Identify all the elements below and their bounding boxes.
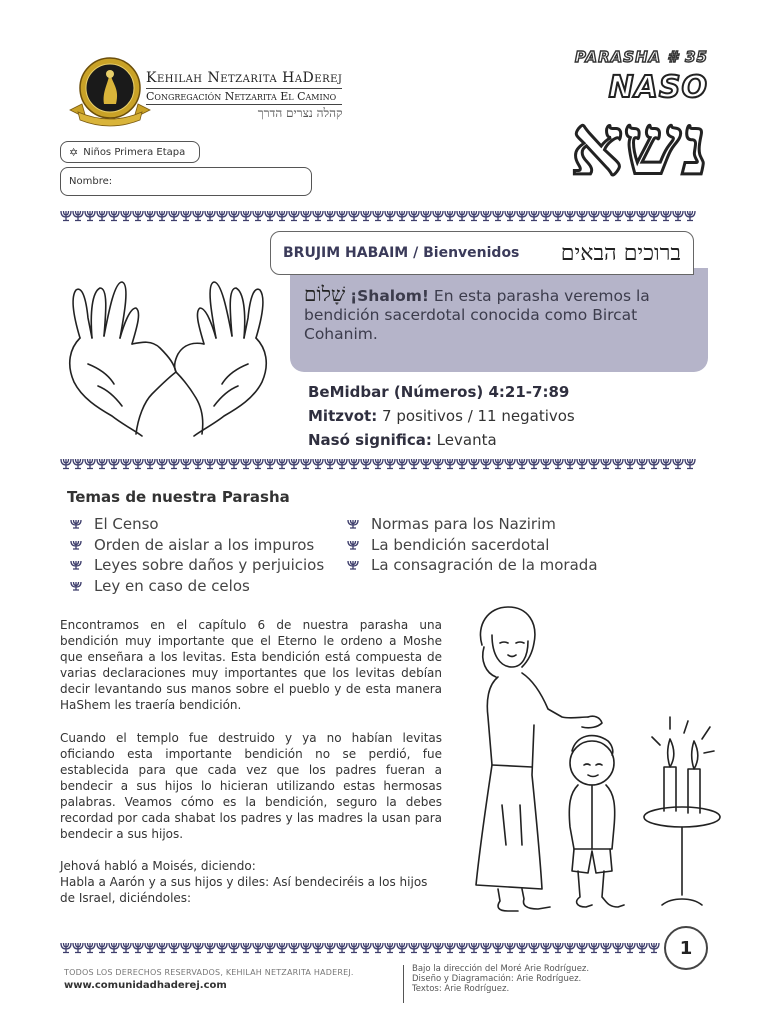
menorah-icon — [397, 459, 407, 469]
menorah-icon — [205, 459, 215, 469]
menorah-icon — [601, 211, 611, 221]
priestly-blessing-hands-illustration — [52, 268, 284, 440]
body-paragraph: Encontramos en el capítulo 6 de nuestra parasha una bendición muy importante que el Eterno le ordeno a Moshe que enseñara a los levitas. Esta bendición está compuesta de varias declaraciones muy importantes que los levitas debían decir levantando sus manos sobre el pueblo y de esta manera HaShem les traería bendición. — [60, 618, 442, 713]
menorah-icon — [661, 459, 671, 469]
menorah-icon — [241, 211, 251, 221]
menorah-icon — [553, 211, 563, 221]
menorah-icon — [469, 211, 479, 221]
menorah-icon — [121, 211, 131, 221]
copyright-text: TODOS LOS DERECHOS RESERVADOS, KEHILAH NETZARITA HADEREJ. — [64, 968, 354, 977]
org-name: Kehilah Netzarita HaDerej — [146, 70, 343, 86]
menorah-icon — [157, 211, 167, 221]
topic-item — [70, 555, 324, 576]
menorah-icon — [625, 459, 635, 469]
menorah-icon — [421, 211, 431, 221]
menorah-icon — [649, 211, 659, 221]
parasha-number: PARASHA # 35 — [574, 48, 708, 66]
meaning-value: Levanta — [436, 431, 497, 449]
menorah-icon — [289, 211, 299, 221]
menorah-icon — [241, 459, 251, 469]
parasha-info — [308, 380, 575, 452]
menorah-icon — [73, 459, 83, 469]
menorah-border-middle — [60, 458, 700, 470]
menorah-icon — [325, 943, 335, 953]
menorah-icon — [361, 211, 371, 221]
menorah-icon — [529, 211, 539, 221]
menorah-icon — [277, 459, 287, 469]
menorah-icon — [637, 943, 647, 953]
parasha-hebrew-title: נשא — [570, 98, 708, 194]
menorah-icon — [217, 211, 227, 221]
menorah-icon — [325, 211, 335, 221]
menorah-icon — [517, 459, 527, 469]
menorah-icon — [649, 459, 659, 469]
menorah-icon — [133, 211, 143, 221]
topic-label: Ley en caso de celos — [94, 576, 250, 595]
menorah-bullet-icon — [70, 560, 82, 570]
menorah-bullet-icon — [70, 540, 82, 550]
menorah-icon — [613, 459, 623, 469]
welcome-tab — [270, 231, 694, 275]
name-field[interactable] — [60, 167, 312, 196]
menorah-icon — [337, 211, 347, 221]
topic-label: El Censo — [94, 515, 159, 533]
topics-title: Temas de nuestra Parasha — [67, 488, 290, 506]
menorah-icon — [493, 943, 503, 953]
menorah-icon — [301, 943, 311, 953]
menorah-icon — [253, 943, 263, 953]
menorah-icon — [289, 459, 299, 469]
menorah-icon — [493, 459, 503, 469]
star-of-david-icon: ✡ — [69, 145, 79, 159]
menorah-icon — [265, 459, 275, 469]
menorah-icon — [433, 459, 443, 469]
menorah-icon — [337, 943, 347, 953]
body-paragraph: Habla a Aarón y a sus hijos y diles: Así bendeciréis a los hijos de Israel, diciéndoles: — [60, 875, 428, 906]
menorah-icon — [229, 459, 239, 469]
menorah-icon — [133, 943, 143, 953]
menorah-icon — [673, 459, 683, 469]
menorah-icon — [205, 211, 215, 221]
footer-credits — [412, 964, 589, 994]
menorah-icon — [589, 459, 599, 469]
menorah-icon — [85, 459, 95, 469]
menorah-icon — [397, 943, 407, 953]
menorah-icon — [409, 459, 419, 469]
menorah-icon — [517, 943, 527, 953]
menorah-icon — [265, 211, 275, 221]
footer-left — [64, 967, 354, 993]
menorah-icon — [637, 459, 647, 469]
menorah-icon — [325, 459, 335, 469]
org-subtitle: Congregación Netzarita El Camino — [146, 88, 342, 105]
welcome-hebrew: ברוכים הבאים — [560, 241, 681, 266]
menorah-icon — [361, 459, 371, 469]
menorah-icon — [97, 943, 107, 953]
menorah-icon — [457, 943, 467, 953]
menorah-icon — [577, 459, 587, 469]
menorah-icon — [625, 211, 635, 221]
topic-label: Orden de aislar a los impuros — [94, 535, 315, 554]
menorah-icon — [289, 943, 299, 953]
menorah-icon — [169, 459, 179, 469]
menorah-icon — [445, 459, 455, 469]
level-label: Niños Primera Etapa — [83, 146, 186, 158]
menorah-icon — [445, 211, 455, 221]
menorah-icon — [157, 943, 167, 953]
menorah-icon — [61, 211, 71, 221]
menorah-icon — [97, 211, 107, 221]
menorah-icon — [553, 943, 563, 953]
menorah-icon — [481, 211, 491, 221]
shalom-hebrew: שָׁלוֹם — [304, 282, 346, 306]
menorah-icon — [85, 943, 95, 953]
menorah-icon — [685, 459, 695, 469]
menorah-icon — [613, 211, 623, 221]
credit-line: Bajo la dirección del Moré Arie Rodríguez. — [412, 964, 590, 974]
congregation-logo — [64, 54, 156, 128]
topic-item — [347, 555, 598, 576]
menorah-icon — [637, 211, 647, 221]
org-title-block — [146, 70, 342, 121]
menorah-icon — [469, 943, 479, 953]
topic-label: La consagración de la morada — [371, 556, 598, 574]
name-label: Nombre: — [69, 176, 113, 187]
menorah-icon — [517, 211, 527, 221]
menorah-icon — [181, 211, 191, 221]
menorah-icon — [109, 211, 119, 221]
topic-item — [347, 514, 598, 535]
menorah-icon — [313, 211, 323, 221]
menorah-icon — [205, 943, 215, 953]
menorah-icon — [373, 943, 383, 953]
welcome-label: BRUJIM HABAIM / Bienvenidos — [283, 245, 520, 261]
menorah-icon — [373, 211, 383, 221]
menorah-icon — [349, 943, 359, 953]
menorah-icon — [181, 943, 191, 953]
mitzvot-value: 7 positivos / 11 negativos — [382, 407, 575, 425]
menorah-icon — [121, 459, 131, 469]
menorah-icon — [145, 459, 155, 469]
menorah-icon — [613, 943, 623, 953]
menorah-icon — [385, 211, 395, 221]
parasha-name: NASO — [608, 70, 708, 105]
menorah-icon — [373, 459, 383, 469]
body-paragraph: Jehová habló a Moisés, diciendo: — [60, 859, 256, 874]
menorah-icon — [385, 943, 395, 953]
menorah-icon — [565, 943, 575, 953]
website-link[interactable]: www.comunidadhaderej.com — [64, 980, 227, 991]
menorah-icon — [229, 211, 239, 221]
menorah-icon — [361, 943, 371, 953]
menorah-icon — [493, 211, 503, 221]
menorah-icon — [625, 943, 635, 953]
menorah-icon — [385, 459, 395, 469]
menorah-icon — [685, 211, 695, 221]
menorah-icon — [193, 943, 203, 953]
menorah-icon — [109, 943, 119, 953]
menorah-icon — [145, 211, 155, 221]
menorah-icon — [445, 943, 455, 953]
menorah-icon — [505, 943, 515, 953]
menorah-icon — [61, 943, 71, 953]
menorah-icon — [529, 459, 539, 469]
org-hebrew-name: קהלה נצרים הדרך — [257, 106, 343, 120]
menorah-bullet-icon — [347, 519, 359, 529]
menorah-icon — [301, 211, 311, 221]
menorah-icon — [277, 211, 287, 221]
menorah-icon — [529, 943, 539, 953]
menorah-icon — [73, 211, 83, 221]
menorah-icon — [181, 459, 191, 469]
menorah-icon — [601, 459, 611, 469]
menorah-icon — [193, 211, 203, 221]
menorah-icon — [349, 459, 359, 469]
menorah-icon — [541, 943, 551, 953]
menorah-icon — [253, 211, 263, 221]
menorah-icon — [313, 943, 323, 953]
menorah-icon — [409, 211, 419, 221]
topic-item — [70, 535, 324, 556]
menorah-icon — [661, 211, 671, 221]
menorah-icon — [433, 211, 443, 221]
menorah-icon — [157, 459, 167, 469]
menorah-icon — [541, 459, 551, 469]
menorah-icon — [97, 459, 107, 469]
menorah-icon — [397, 211, 407, 221]
menorah-icon — [553, 459, 563, 469]
torah-reference: BeMidbar (Números) 4:21-7:89 — [308, 383, 570, 401]
menorah-icon — [577, 211, 587, 221]
menorah-icon — [337, 459, 347, 469]
menorah-icon — [469, 459, 479, 469]
menorah-icon — [457, 211, 467, 221]
meaning-label: Nasó significa: — [308, 431, 432, 449]
mother-blessing-child-illustration — [462, 605, 722, 925]
menorah-bullet-icon — [347, 540, 359, 550]
menorah-icon — [133, 459, 143, 469]
topics-list-right — [347, 514, 598, 576]
menorah-icon — [601, 943, 611, 953]
menorah-border-top — [60, 210, 700, 222]
shalom-greeting: ¡Shalom! — [350, 287, 429, 305]
menorah-icon — [217, 943, 227, 953]
menorah-bullet-icon — [70, 581, 82, 591]
menorah-icon — [169, 211, 179, 221]
menorah-icon — [145, 943, 155, 953]
menorah-border-bottom — [60, 942, 660, 954]
menorah-icon — [541, 211, 551, 221]
menorah-icon — [649, 943, 659, 953]
menorah-icon — [229, 943, 239, 953]
topic-item — [347, 535, 598, 556]
menorah-icon — [349, 211, 359, 221]
menorah-icon — [565, 459, 575, 469]
menorah-icon — [505, 459, 515, 469]
menorah-icon — [193, 459, 203, 469]
menorah-bullet-icon — [347, 560, 359, 570]
level-field — [60, 141, 200, 163]
menorah-icon — [421, 459, 431, 469]
menorah-icon — [673, 211, 683, 221]
page-number: 1 — [664, 926, 708, 970]
menorah-icon — [217, 459, 227, 469]
menorah-icon — [301, 459, 311, 469]
menorah-icon — [481, 943, 491, 953]
menorah-icon — [73, 943, 83, 953]
credit-line: Diseño y Diagramación: Arie Rodríguez. — [412, 974, 582, 984]
body-text — [60, 617, 442, 907]
menorah-icon — [433, 943, 443, 953]
footer-divider — [403, 965, 404, 1003]
topic-label: Leyes sobre daños y perjuicios — [94, 556, 325, 574]
menorah-icon — [457, 459, 467, 469]
topic-item — [70, 514, 324, 535]
menorah-icon — [589, 943, 599, 953]
menorah-icon — [421, 943, 431, 953]
topic-item — [70, 576, 324, 597]
mitzvot-label: Mitzvot: — [308, 407, 378, 425]
menorah-bullet-icon — [70, 519, 82, 529]
menorah-icon — [589, 211, 599, 221]
menorah-icon — [109, 459, 119, 469]
menorah-icon — [481, 459, 491, 469]
menorah-icon — [313, 459, 323, 469]
menorah-icon — [241, 943, 251, 953]
welcome-description: En esta parasha veremos la bendición sacerdotal conocida como Bircat Cohanim. — [304, 287, 650, 343]
menorah-icon — [121, 943, 131, 953]
menorah-icon — [565, 211, 575, 221]
menorah-icon — [409, 943, 419, 953]
menorah-icon — [253, 459, 263, 469]
menorah-icon — [169, 943, 179, 953]
credit-line: Textos: Arie Rodríguez. — [412, 984, 510, 994]
menorah-icon — [277, 943, 287, 953]
topic-label: La bendición sacerdotal — [371, 535, 550, 554]
menorah-icon — [577, 943, 587, 953]
topic-label: Normas para los Nazirim — [371, 515, 556, 533]
body-paragraph: Cuando el templo fue destruido y ya no habían levitas oficiando esta importante bendición no se perdió, fue establecida para que cada vez que los padres fueran a bendecir a sus hijos lo hicieran utilizando estas hermosas palabras. Veamos cómo es la bendición, seguro la debes recordad por cada shabat los padres y las madres la usan para bendecir a sus hijos. — [60, 730, 442, 842]
menorah-icon — [61, 459, 71, 469]
topics-list-left — [70, 514, 324, 596]
menorah-icon — [85, 211, 95, 221]
welcome-text — [304, 282, 684, 344]
menorah-icon — [265, 943, 275, 953]
menorah-icon — [505, 211, 515, 221]
